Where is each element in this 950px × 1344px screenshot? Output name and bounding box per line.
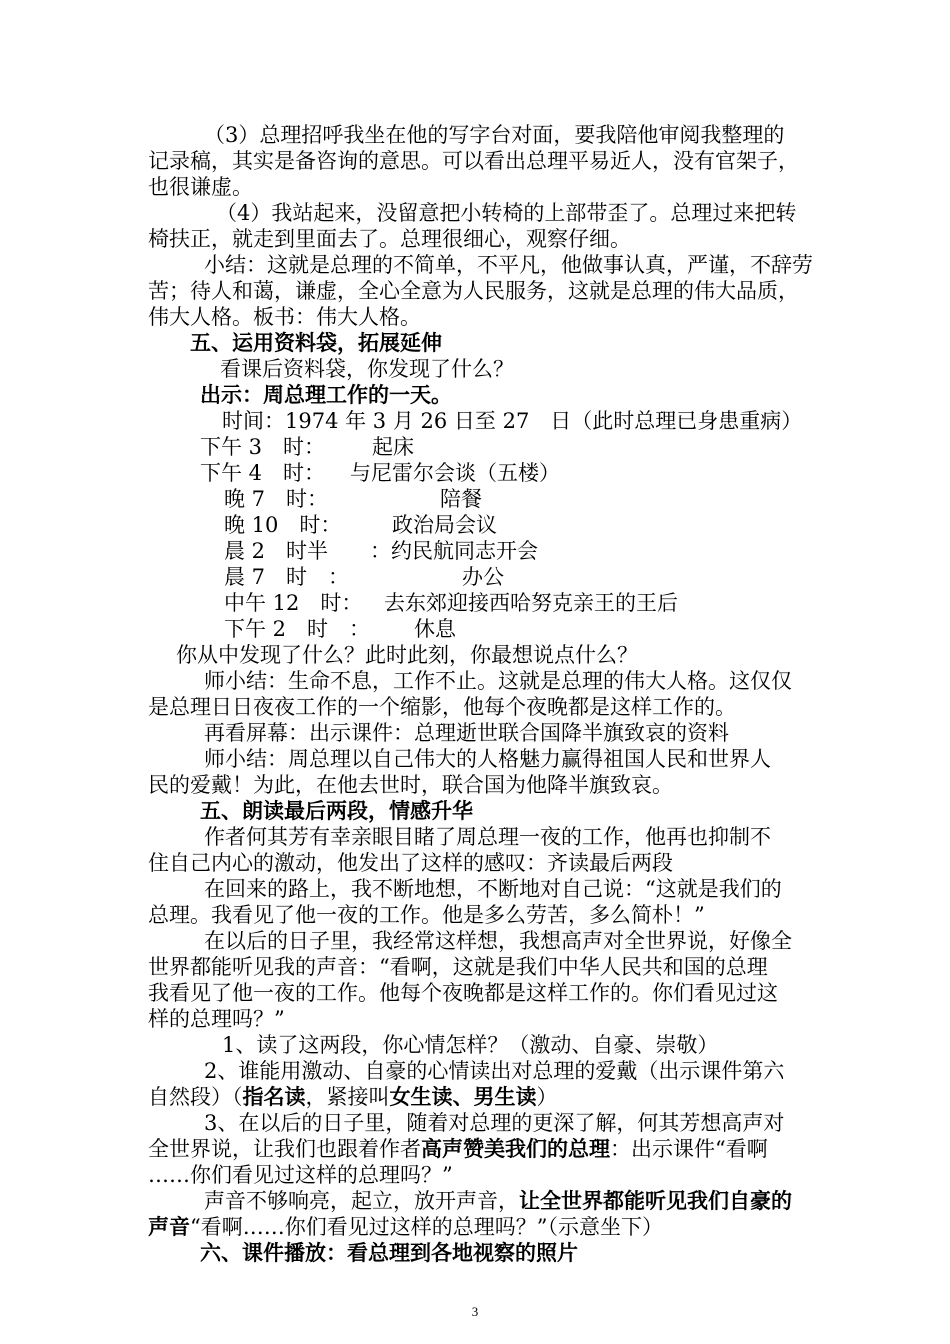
text-line: 世界都能听见我的声音：“看啊，这就是我们中华人民共和国的总理	[148, 955, 768, 979]
text-run: 自然段）（	[148, 1085, 243, 1109]
bold-run: 女生读、男生读	[389, 1084, 537, 1109]
schedule-event: 去东郊迎接西哈努克亲王的王后	[384, 591, 678, 615]
text-line: （4）我站起来，没留意把小转椅的上部带歪了。总理过来把转	[216, 201, 797, 225]
text-line	[204, 1188, 792, 1214]
section-heading: 六、课件播放：看总理到各地视察的照片	[200, 1240, 578, 1265]
text-line: ……你们看见过这样的总理吗？”	[148, 1163, 453, 1187]
section-heading: 出示：周总理工作的一天。	[200, 382, 452, 407]
text-line: 椅扶正，就走到里面去了。总理很细心，观察仔细。	[148, 227, 631, 251]
text-line: 也很谦虚。	[148, 175, 253, 199]
schedule-event: 休息	[414, 617, 456, 641]
text-line: 1、读了这两段，你心情怎样？（激动、自豪、崇敬）	[222, 1033, 719, 1057]
text-run: ：出示课件“看啊	[610, 1137, 768, 1161]
text-line: 我看见了他一夜的工作。他每个夜晚都是这样工作的。你们看见过这	[148, 981, 778, 1005]
text-line: 时间：1974 年 3 月 26 日至 27 日（此时总理已身患重病）	[222, 409, 803, 433]
text-line: 看课后资料袋，你发现了什么？	[220, 357, 514, 381]
text-line: 住自己内心的激动，他发出了这样的感叹：齐读最后两段	[148, 851, 673, 875]
section-heading: 五、运用资料袋，拓展延伸	[190, 330, 442, 355]
schedule-event: 起床	[372, 435, 414, 459]
schedule-event: ：约民航同志开会	[370, 539, 538, 563]
bold-run: 让全世界都能听见我们自豪的	[519, 1188, 792, 1213]
bold-run: 声音	[148, 1214, 190, 1239]
text-line: 在回来的路上，我不断地想，不断地对自己说：“这就是我们的	[204, 877, 782, 901]
text-line: 2、谁能用激动、自豪的心情读出对总理的爱戴（出示课件第六	[204, 1059, 785, 1083]
text-line: 再看屏幕：出示课件：总理逝世联合国降半旗致哀的资料	[204, 721, 729, 745]
section-heading: 五、朗读最后两段，情感升华	[200, 798, 473, 823]
text-line	[148, 1136, 768, 1162]
text-line: 苦；待人和蔼，谦虚，全心全意为人民服务，这就是总理的伟大品质，	[148, 279, 799, 303]
schedule-time: 下午 2 时 ：	[224, 617, 371, 641]
text-line: 是总理日日夜夜工作的一个缩影，他每个夜晚都是这样工作的。	[148, 695, 736, 719]
schedule-event: 政治局会议	[392, 513, 497, 537]
text-line: 作者何其芳有幸亲眼目睹了周总理一夜的工作，他再也抑制不	[204, 825, 771, 849]
text-line: 民的爱戴！为此，在他去世时，联合国为他降半旗致哀。	[148, 773, 673, 797]
text-line: 样的总理吗？”	[148, 1007, 285, 1031]
schedule-time: 中午 12 时：	[224, 591, 363, 615]
bold-run: 高声赞美我们的总理	[421, 1136, 610, 1161]
text-run: ，紧接叫	[305, 1085, 390, 1109]
text-run: ）	[536, 1085, 558, 1109]
text-run: 声音不够响亮，起立，放开声音，	[204, 1189, 519, 1213]
text-line	[148, 1214, 663, 1240]
text-line: 伟大人格。板书：伟大人格。	[148, 305, 421, 329]
text-line: 在以后的日子里，我经常这样想，我想高声对全世界说，好像全	[204, 929, 792, 953]
bold-run: 指名读	[242, 1084, 306, 1109]
text-line	[148, 1084, 558, 1110]
schedule-time: 下午 3 时：	[200, 435, 326, 459]
text-line: 记录稿，其实是备咨询的意思。可以看出总理平易近人，没有官架子，	[148, 149, 799, 173]
text-line: 小结：这就是总理的不简单，不平凡，他做事认真，严谨，不辞劳	[204, 253, 813, 277]
page-number: 3	[471, 1304, 479, 1319]
schedule-event: 与尼雷尔会谈（五楼）	[350, 461, 560, 485]
text-line: （3）总理招呼我坐在他的写字台对面，要我陪他审阅我整理的	[204, 123, 785, 147]
text-line: 你从中发现了什么？此时此刻，你最想说点什么？	[176, 643, 638, 667]
text-line: 师小结：生命不息，工作不止。这就是总理的伟大人格。这仅仅	[204, 669, 792, 693]
schedule-time: 晨 2 时半	[224, 539, 329, 563]
text-run: “看啊……你们看见过这样的总理吗？”（示意坐下）	[190, 1215, 663, 1239]
schedule-time: 晚 7 时：	[224, 487, 329, 511]
text-line: 总理。我看见了他一夜的工作。他是多么劳苦，多么简朴！”	[148, 903, 705, 927]
schedule-time: 下午 4 时：	[200, 461, 326, 485]
schedule-time: 晨 7 时 ：	[224, 565, 350, 589]
text-run: 全世界说，让我们也跟着作者	[148, 1137, 421, 1161]
schedule-event: 办公	[462, 565, 504, 589]
schedule-time: 晚 10 时：	[224, 513, 342, 537]
schedule-event: 陪餐	[440, 487, 482, 511]
text-line: 师小结：周总理以自己伟大的人格魅力赢得祖国人民和世界人	[204, 747, 771, 771]
text-line: 3、在以后的日子里，随着对总理的更深了解，何其芳想高声对	[204, 1111, 785, 1135]
